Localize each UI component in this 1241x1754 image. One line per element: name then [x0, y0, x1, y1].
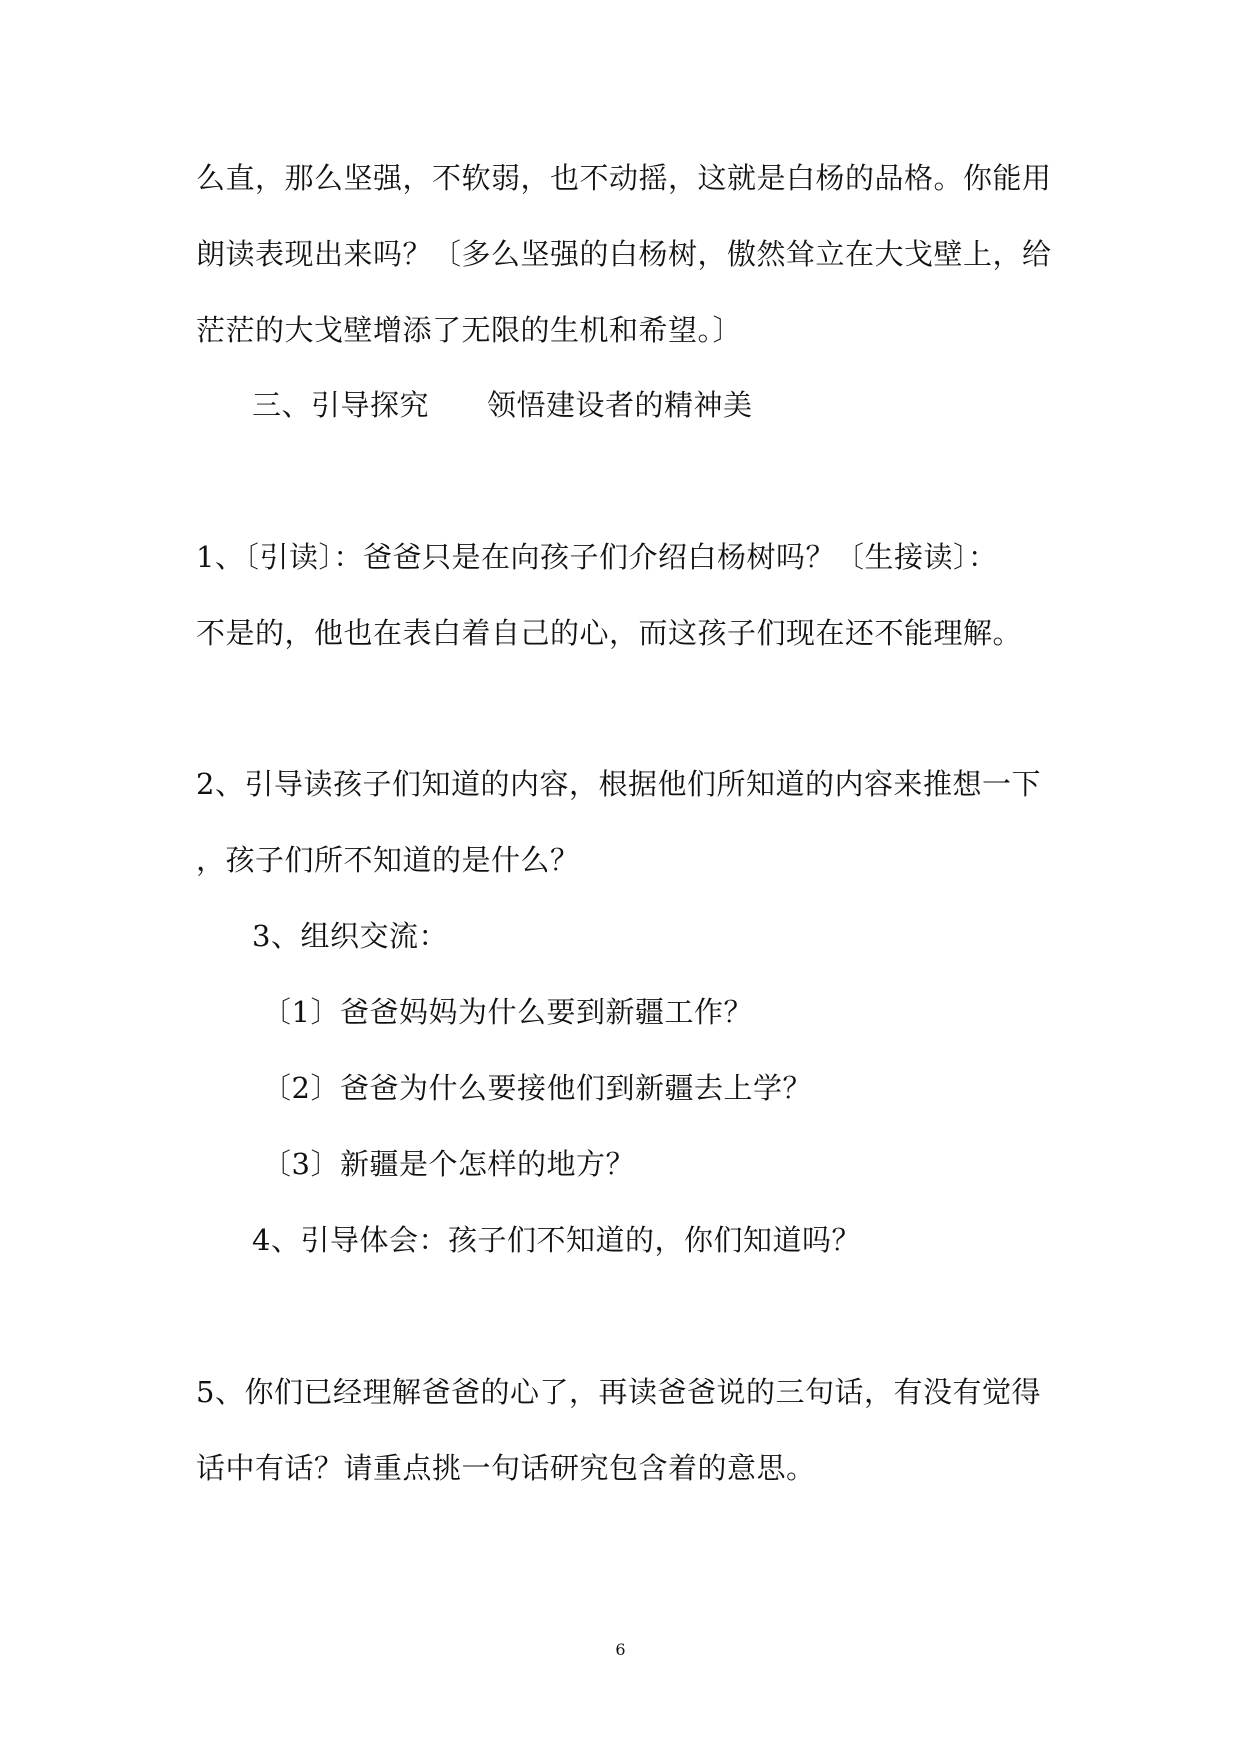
sub-item: 〔1〕爸爸妈妈为什么要到新疆工作？	[262, 995, 753, 1029]
sub-item: 〔3〕新疆是个怎样的地方？	[262, 1147, 635, 1181]
list-item-2-line: 2、引导读孩子们知道的内容，根据他们所知道的内容来推想一下	[196, 767, 1041, 801]
section-heading-title: 三、引导探究	[252, 388, 430, 422]
page-number: 6	[615, 1640, 626, 1659]
list-item-1-line: 不是的，他也在表白着自己的心，而这孩子们现在还不能理解。	[196, 616, 1023, 650]
paragraph-line: 么直，那么坚强，不软弱，也不动摇，这就是白杨的品格。你能用	[196, 161, 1052, 195]
list-item-3-line: 3、组织交流：	[252, 919, 448, 953]
list-item-5-line: 5、你们已经理解爸爸的心了，再读爸爸说的三句话，有没有觉得	[196, 1375, 1041, 1409]
section-heading-subtitle: 领悟建设者的精神美	[487, 388, 753, 422]
list-item-5-line: 话中有话？请重点挑一句话研究包含着的意思。	[196, 1451, 816, 1485]
list-item-4-line: 4、引导体会：孩子们不知道的，你们知道吗？	[252, 1223, 861, 1257]
list-item-2-line: ，孩子们所不知道的是什么？	[196, 843, 580, 877]
paragraph-line: 茫茫的大戈壁增添了无限的生机和希望。〕	[196, 313, 743, 347]
paragraph-line: 朗读表现出来吗？〔多么坚强的白杨树，傲然耸立在大戈壁上，给	[196, 237, 1052, 271]
section-heading	[252, 385, 753, 425]
list-item-1-line: 1、〔引读〕：爸爸只是在向孩子们介绍白杨树吗？〔生接读〕：	[196, 540, 998, 574]
sub-item: 〔2〕爸爸为什么要接他们到新疆去上学？	[262, 1071, 812, 1105]
